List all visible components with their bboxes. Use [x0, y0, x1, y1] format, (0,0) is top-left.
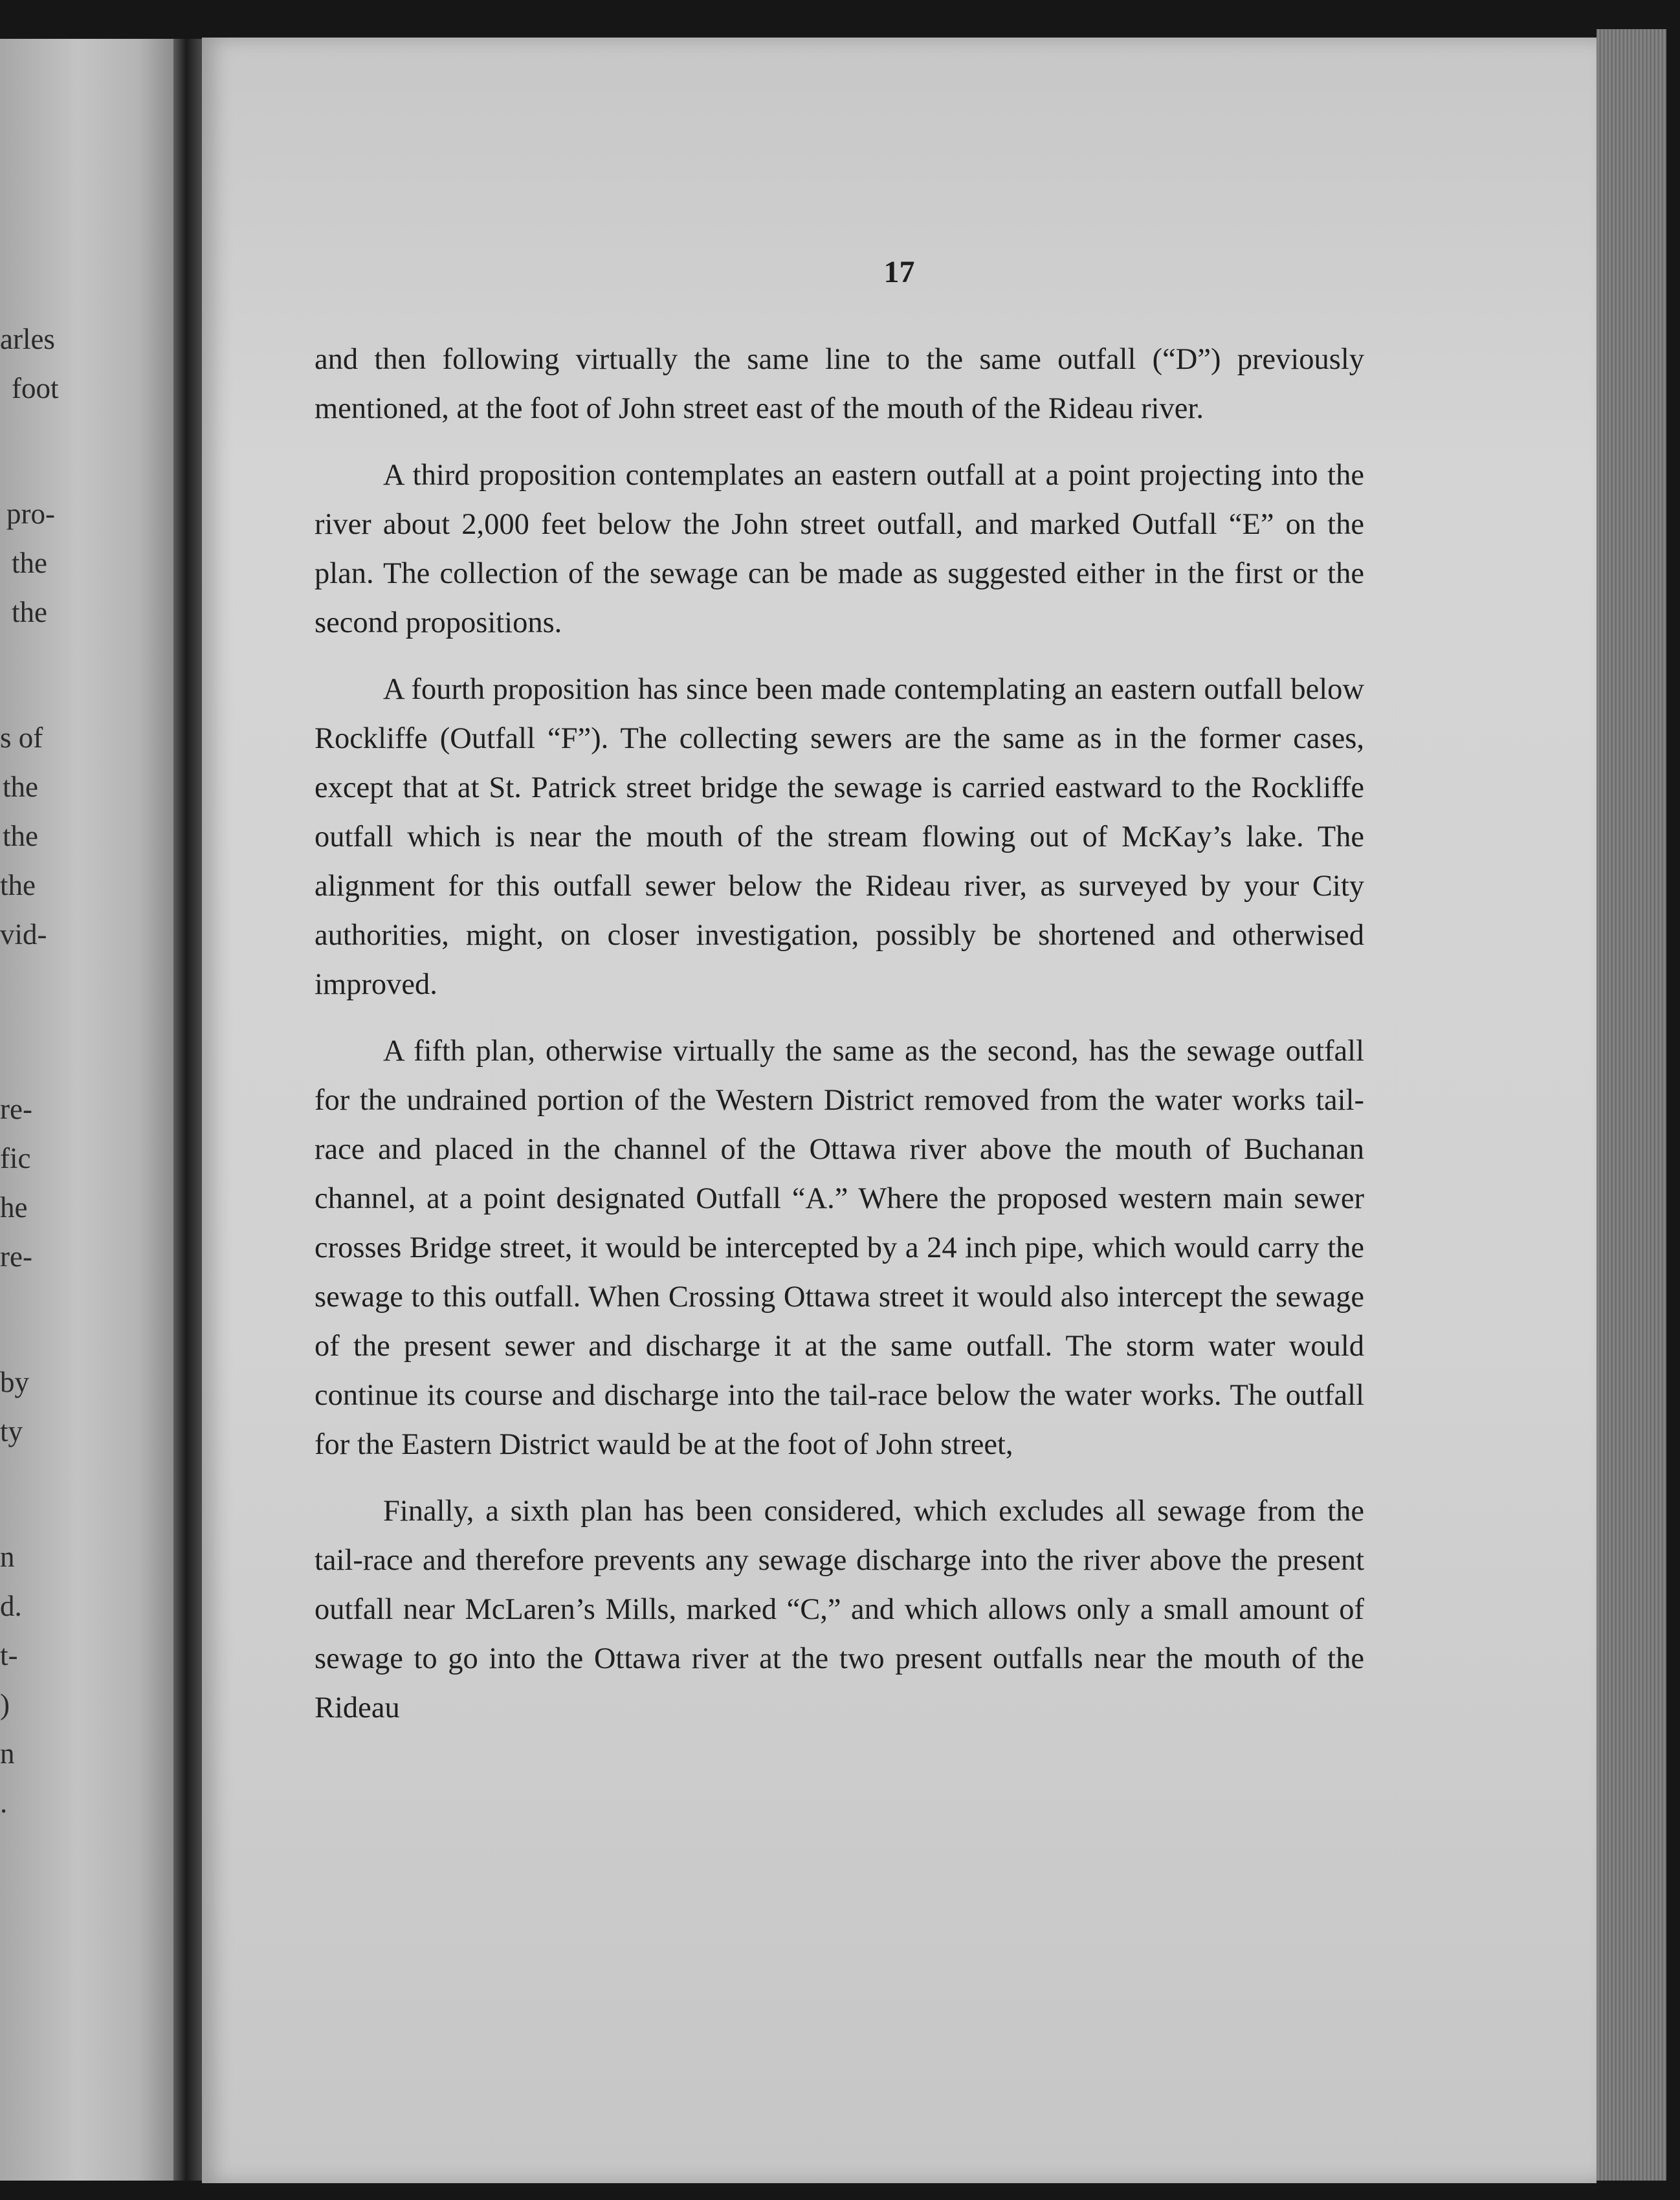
left-page-fragment: d. — [0, 1590, 22, 1622]
left-page-fragment: s of — [0, 721, 43, 754]
paragraph: Finally, a sixth plan has been considered, which excludes all sewage from the tail-race and therefore prevents any sewage discharge into the river above the present outfall near McLaren’s Mills, marked “C,” and which allows only a small amount of sewage to go into the Ottawa river at the two present outfalls near the mouth of the Rideau — [315, 1495, 1364, 1724]
left-page-fragment: pro- — [6, 498, 55, 530]
left-page-fragment: the — [12, 596, 47, 628]
left-page-fragment: ty — [0, 1415, 23, 1447]
left-page-fragment: re- — [0, 1093, 32, 1125]
paragraph: and then following virtually the same line to the same outfall (“D”) previously mentioned, at the foot of John street east of the mouth of the Rideau river. — [315, 343, 1364, 425]
left-page-fragment: the — [0, 869, 36, 901]
left-page-fragment: ) — [0, 1688, 10, 1721]
left-page-fragment: foot — [12, 372, 59, 404]
paragraph: A fourth proposition has since been made contemplating an eastern outfall below Rockliffe (Outfall “F”). The collecting sewers are the same as in the former cases, except that at St. Patrick street bridge the sewage is carried eastward to the Rockliffe outfall which is near the mouth of the stream flowing out of McKay’s lake. The alignment for this outfall sewer below the Rideau river, as surveyed by your City authorities, might, on closer investigation, possibly be shortened and otherwised improved. — [315, 673, 1364, 1001]
page-body — [315, 335, 1364, 1750]
left-page-fragment: vid- — [0, 918, 47, 951]
left-page-fragment: . — [0, 1787, 8, 1819]
left-page-fragment: n — [0, 1541, 15, 1573]
left-page-fragment: he — [0, 1191, 28, 1224]
page-number: 17 — [883, 255, 915, 289]
left-page-fragment: by — [0, 1366, 29, 1398]
paragraph: A fifth plan, otherwise virtually the same as the second, has the sewage outfall for the undrained portion of the Western District removed from the water works tail-race and placed in the channel of the Ottawa river above the mouth of Buchanan channel, at a point designated Outfall “A.” Where the proposed western main sewer crosses Bridge street, it would be intercepted by a 24 inch pipe, which would carry the sewage to this outfall. When Crossing Ottawa street it would also intercept the sewage of the present sewer and discharge it at the same outfall. The storm water would continue its course and discharge into the tail-race below the water works. The outfall for the Eastern District wauld be at the foot of John street, — [315, 1035, 1364, 1461]
left-page-fragment: re- — [0, 1240, 32, 1273]
left-page-fragment: the — [3, 771, 38, 803]
book-page — [202, 38, 1597, 2183]
page-edges — [1597, 29, 1666, 2181]
left-page-fragment: t- — [0, 1639, 18, 1671]
left-page-fragment: arles — [0, 323, 55, 355]
left-page-fragment: n — [0, 1737, 15, 1770]
left-page-fragment: the — [3, 820, 38, 852]
left-page-fragment: the — [12, 547, 47, 579]
book-spine — [173, 39, 202, 2181]
paragraph: A third proposition contemplates an eastern outfall at a point projecting into the river about 2,000 feet below the John street outfall, and marked Outfall “E” on the plan. The collection of the sewage can be made as suggested either in the first or the second propositions. — [315, 459, 1364, 639]
left-page — [0, 39, 173, 2181]
left-page-fragment: fic — [0, 1142, 31, 1174]
